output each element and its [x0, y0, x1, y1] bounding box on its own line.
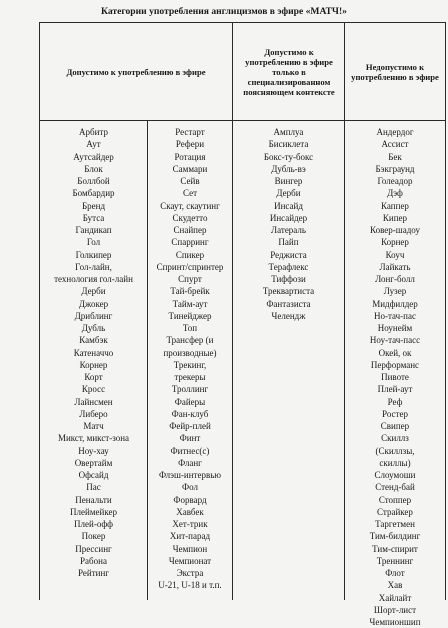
list-item: Шорт-лист [373, 604, 417, 615]
list-item: Хет-трик [172, 519, 208, 529]
list-item: Плей-аут [377, 384, 413, 395]
list-item: Дерби [81, 286, 106, 297]
list-item: Саммари [172, 163, 208, 174]
list-item: U-21, U-18 и т.п. [158, 580, 222, 591]
list-item: Инсайдер [269, 212, 308, 223]
list-item: Хавбек [176, 506, 204, 517]
list-item: Мидфилдер [372, 298, 418, 309]
list-item: Фланг [178, 457, 202, 468]
list-item: Плеймейкер [70, 506, 117, 517]
list-item: Фитнес(с) [170, 445, 210, 456]
header-allowed: Допустимо к употреблению в эфире [66, 66, 206, 77]
list-item: Кипер [382, 212, 408, 223]
list-item: Пивоте [381, 372, 409, 382]
list-item: Трансфер (и [166, 335, 214, 346]
list-item: Окей, ок [378, 347, 412, 358]
list-item: Прессинг [75, 543, 112, 554]
list-item: Сейв [180, 176, 200, 186]
list-item: Снайпер [173, 225, 207, 235]
list-item: Коуч [385, 249, 405, 260]
list-item: Аутсайдер [73, 151, 114, 162]
header-forbidden: Недопустимо к употреблению в эфире [351, 61, 439, 82]
list-item: Тим-билдинг [369, 531, 421, 542]
list-item: Свипер [380, 421, 410, 431]
list-item: Катеначчо [73, 347, 114, 358]
list-item: Страйкер [377, 506, 413, 517]
list-item: Терафлекс [268, 261, 309, 272]
list-item: Рефери [175, 139, 205, 150]
list-item: Гандикап [75, 225, 112, 235]
list-item: (Скиллзы, [375, 445, 415, 456]
list-item: Хайлайт [378, 592, 412, 603]
list-item: Трекинг, [173, 359, 207, 370]
list-item: Чемпионат [168, 555, 212, 566]
list-item: Файеры [174, 396, 206, 407]
header-bottom-border [39, 120, 445, 121]
list-item: Челендж [271, 310, 306, 321]
list-item: Корнер [381, 237, 409, 248]
list-item: Фол [182, 482, 198, 493]
list-item: Арбитр [79, 127, 108, 137]
list-item: Бомбардир [72, 188, 115, 199]
list-item: Дэф [387, 188, 403, 199]
page-title: Категории употребления англицизмов в эфире «МАТЧ!» [101, 6, 347, 17]
list-item: Хав [387, 580, 403, 591]
list-item: Реджиста [270, 249, 307, 260]
list-item: Овертайм [74, 457, 113, 468]
list-item: Офсайд [78, 470, 109, 480]
header-specialized: Допустимо к употреблению в эфире только в специализированном поясняющем контексте [243, 46, 335, 97]
list-item: Спарринг [171, 237, 209, 248]
list-item: Джокер [78, 298, 109, 309]
list-item: Инсайд [274, 200, 303, 211]
allowed-column-2 [148, 126, 232, 592]
list-item: Голкипер [75, 249, 112, 260]
list-item: технология гол-лайн [54, 274, 133, 284]
list-item: Сет [182, 188, 198, 199]
list-item: Каппер [381, 200, 409, 211]
list-item: скиллы) [379, 457, 411, 468]
list-item: Ноунейм [377, 323, 413, 333]
list-item: трекеры [174, 372, 206, 382]
list-item: Фейр-плей [169, 421, 211, 431]
list-item: Тайм-аут [172, 298, 208, 309]
allowed-column-1 [40, 126, 147, 579]
list-item: Дерби [276, 188, 301, 199]
list-item: Гол-лайн, [75, 261, 112, 272]
list-item: Андердог [376, 127, 414, 137]
list-item: Тай-брейк [170, 286, 210, 297]
list-item: Рестарт [175, 127, 205, 137]
list-item: Бэкграунд [375, 163, 415, 174]
list-item: Хит-парад [169, 531, 211, 542]
list-item: Флот [385, 568, 405, 578]
list-item: Тим-спирит [372, 543, 418, 554]
list-item: Форвард [173, 494, 207, 505]
list-item: Рабона [80, 555, 107, 566]
list-item: Бренд [81, 200, 106, 211]
list-item: Фан-клуб [171, 408, 209, 419]
list-item: Скудетто [172, 212, 208, 223]
list-item: Флэш-интервью [158, 470, 222, 480]
list-item: Спикер [175, 249, 205, 260]
list-item: Аут [86, 139, 101, 150]
list-item: Лайнсмен [74, 396, 113, 407]
list-item: Дубль [81, 323, 106, 333]
list-item: Чемпионшип [369, 617, 421, 627]
list-item: Кросс [81, 384, 106, 395]
list-item: Бутса [82, 212, 105, 223]
list-item: Тиффози [271, 274, 306, 284]
list-item: Тинейджер [168, 310, 212, 321]
list-item: Перформанс [370, 359, 420, 370]
list-item: Пас [86, 482, 101, 493]
list-item: Пенальти [75, 494, 112, 505]
list-item: Лонг-болл [375, 274, 415, 284]
list-item: Финт [179, 433, 201, 444]
list-item: Ноу-тач-пасс [369, 335, 421, 346]
list-item: Покер [81, 531, 106, 542]
list-item: Пайп [278, 237, 299, 248]
forbidden-column [345, 126, 445, 628]
list-item: Дриблинг [74, 310, 113, 321]
list-item: Плей-офф [74, 519, 113, 529]
list-item: Скиллз [381, 433, 409, 444]
list-item: Блок [84, 163, 103, 174]
list-item: производные) [163, 347, 217, 358]
list-item: Лайкать [379, 261, 411, 272]
list-item: Микст, микст-зона [57, 433, 130, 444]
list-item: Стоппер [378, 494, 412, 505]
list-item: Скаут, скаутинг [160, 200, 220, 211]
list-item: Спринт/спринтер [156, 261, 224, 272]
list-item: Таргетмен [375, 519, 415, 529]
list-item: Спурт [178, 274, 202, 284]
list-item: Ассист [381, 139, 409, 150]
list-item: Треквартиста [262, 286, 315, 297]
list-item: Бокс-ту-бокс [263, 151, 314, 162]
list-item: Троллинг [171, 384, 209, 395]
list-item: Чемпион [172, 543, 208, 554]
list-item: Латераль [271, 225, 306, 235]
list-item: Слоумоши [374, 470, 416, 480]
list-item: Но-тач-пас [373, 310, 416, 321]
list-item: Экстра [176, 568, 204, 578]
table-right-border [445, 22, 446, 600]
list-item: Гол [86, 237, 101, 248]
list-item: Ростер [382, 408, 408, 419]
list-item: Ротация [174, 151, 206, 162]
list-item: Матч [83, 421, 104, 431]
list-item: Лузер [383, 286, 407, 297]
list-item: Ковер-шадоу [370, 225, 420, 235]
list-item: Ноу-хау [78, 445, 109, 456]
list-item: Либеро [79, 408, 108, 419]
list-item: Голеадор [377, 176, 413, 186]
list-item: Корнер [79, 359, 108, 370]
list-item: Дубль-вэ [271, 163, 306, 174]
list-item: Боллбой [77, 176, 110, 186]
list-item: Амплуа [273, 127, 304, 137]
list-item: Стенд-бай [375, 482, 415, 493]
specialized-column [233, 126, 344, 322]
list-item: Вингер [274, 176, 303, 186]
list-item: Топ [182, 323, 198, 333]
list-item: Рейтинг [78, 568, 109, 578]
list-item: Реф [387, 396, 403, 407]
list-item: Бек [388, 151, 402, 162]
list-item: Треннинг [376, 555, 414, 566]
list-item: Бисиклета [268, 139, 309, 150]
list-item: Фантазиста [266, 298, 311, 309]
list-item: Корт [84, 372, 103, 382]
list-item: Камбэк [79, 335, 108, 346]
